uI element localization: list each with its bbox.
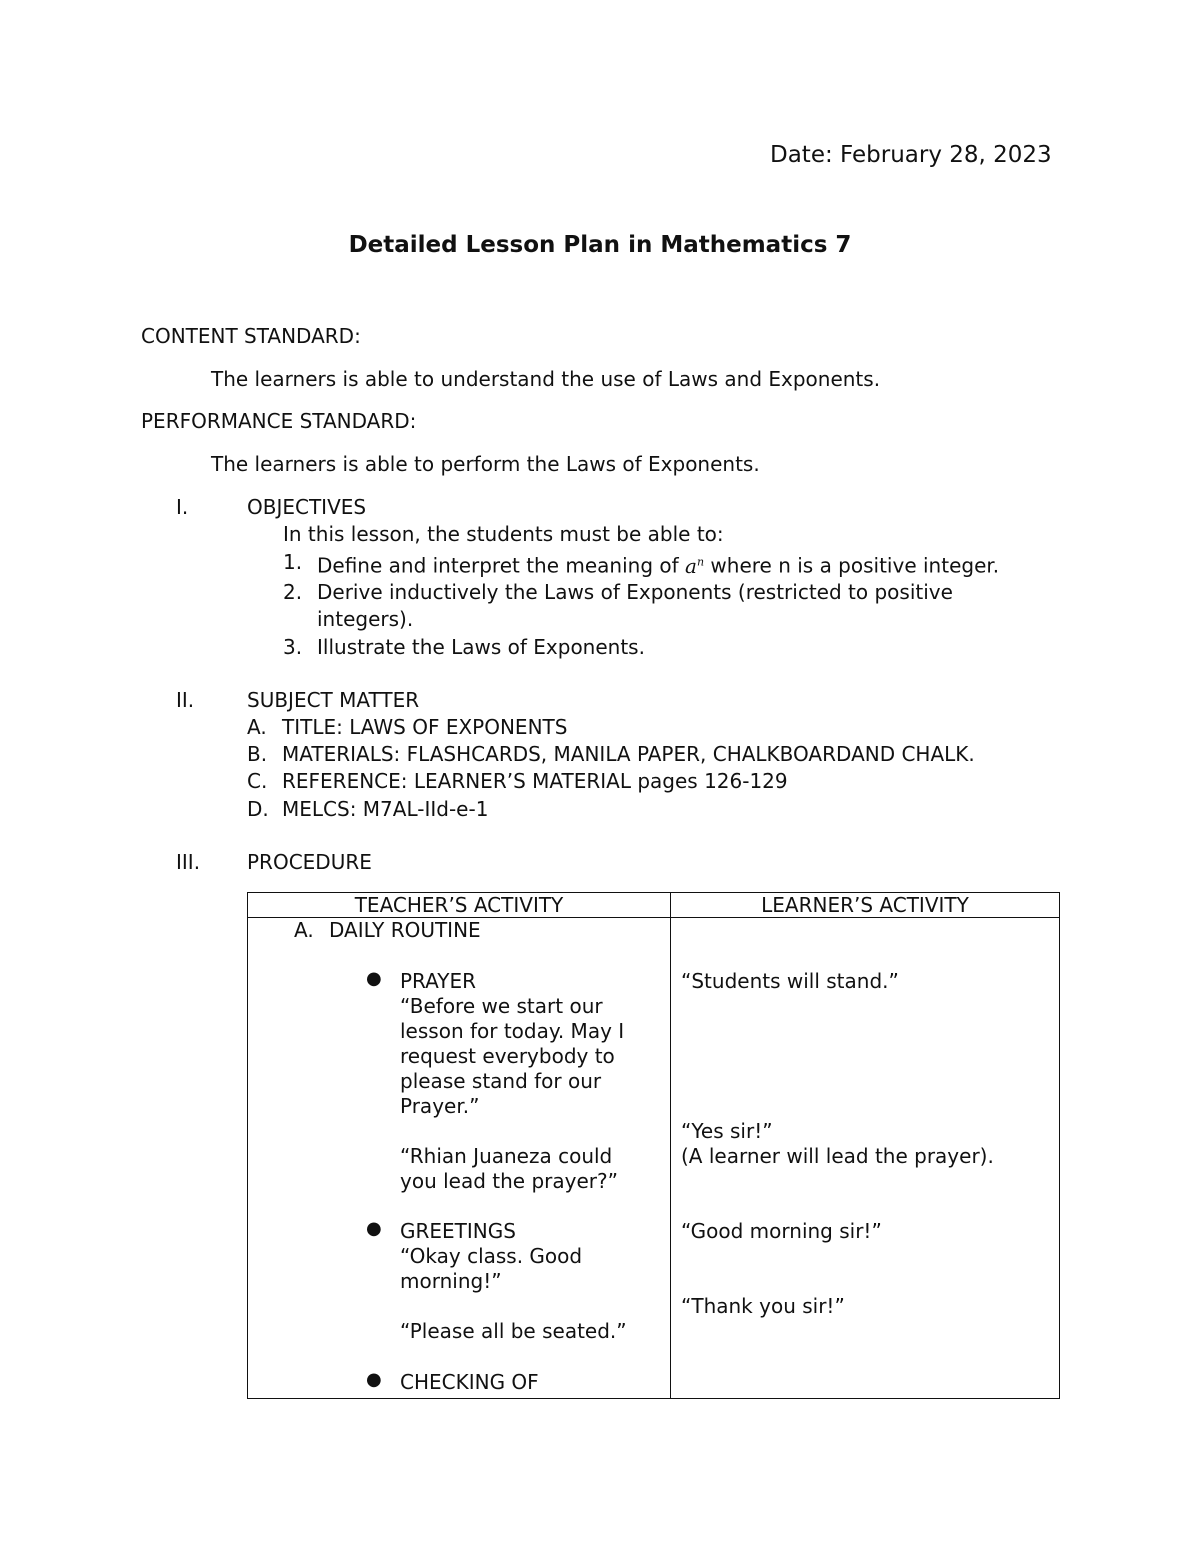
objective-text: Define and interpret the meaning of (317, 553, 686, 578)
objective-item-2-line2: integers). (317, 607, 414, 631)
objective-text: where n is a positive integer. (704, 553, 1000, 578)
prayer-lead-line: you lead the prayer?” (400, 1169, 618, 1193)
objective-item-3: Illustrate the Laws of Exponents. (317, 635, 645, 659)
content-standard-heading: CONTENT STANDARD: (141, 324, 361, 348)
performance-standard-text: The learners is able to perform the Laws of Exponents. (211, 452, 760, 476)
learner-yes: “Yes sir!” (681, 1119, 773, 1143)
learner-activity-cell (671, 918, 1060, 1399)
subject-item-materials: MATERIALS: FLASHCARDS, MANILA PAPER, CHALKBOARDAND CHALK. (282, 742, 975, 766)
performance-standard-heading: PERFORMANCE STANDARD: (141, 409, 417, 433)
prayer-line: please stand for our (400, 1069, 602, 1093)
objectives-numeral: I. (176, 495, 189, 519)
subject-letter: A. (247, 715, 267, 739)
seated-line: “Please all be seated.” (400, 1319, 627, 1343)
learner-lead: (A learner will lead the prayer). (681, 1144, 994, 1168)
teacher-activity-header: TEACHER’S ACTIVITY (248, 893, 671, 918)
document-title: Detailed Lesson Plan in Mathematics 7 (348, 232, 852, 258)
daily-routine-heading: DAILY ROUTINE (329, 918, 481, 942)
prayer-line: request everybody to (400, 1044, 615, 1068)
prayer-heading: PRAYER (400, 969, 477, 993)
greetings-line: “Okay class. Good (400, 1244, 583, 1268)
procedure-table (247, 892, 1060, 1399)
subject-item-reference: REFERENCE: LEARNER’S MATERIAL pages 126-129 (282, 769, 788, 793)
bullet-icon: ● (366, 968, 382, 989)
content-standard-text: The learners is able to understand the use of Laws and Exponents. (211, 367, 881, 391)
learner-thank-you: “Thank you sir!” (681, 1294, 845, 1318)
procedure-numeral: III. (176, 850, 201, 874)
subject-matter-numeral: II. (176, 688, 195, 712)
checking-heading: CHECKING OF (400, 1370, 539, 1394)
exponent-expression: $a^n$ (685, 553, 705, 578)
prayer-line: lesson for today. May I (400, 1019, 625, 1043)
bullet-icon: ● (366, 1369, 382, 1390)
document-date: Date: February 28, 2023 (770, 142, 1052, 168)
subject-letter: D. (247, 797, 269, 821)
procedure-heading: PROCEDURE (247, 850, 372, 874)
learner-stand: “Students will stand.” (681, 969, 899, 993)
subject-item-title: TITLE: LAWS OF EXPONENTS (282, 715, 568, 739)
bullet-icon: ● (366, 1218, 382, 1239)
subject-matter-heading: SUBJECT MATTER (247, 688, 420, 712)
subject-item-melcs: MELCS: M7AL-IId-e-1 (282, 797, 489, 821)
learner-good-morning: “Good morning sir!” (681, 1219, 882, 1243)
table-row (248, 918, 1060, 1399)
prayer-line: Prayer.” (400, 1094, 480, 1118)
objective-item-2-line1: Derive inductively the Laws of Exponents (restricted to positive (317, 580, 953, 604)
learner-activity-header: LEARNER’S ACTIVITY (671, 893, 1060, 918)
subject-letter: B. (247, 742, 268, 766)
greetings-line: morning!” (400, 1269, 502, 1293)
objective-number: 2. (283, 580, 303, 604)
table-header-row (248, 893, 1060, 918)
objectives-intro: In this lesson, the students must be able to: (283, 522, 724, 546)
section-letter: A. (294, 918, 314, 942)
subject-letter: C. (247, 769, 268, 793)
objective-item-1 (317, 549, 999, 579)
prayer-lead-line: “Rhian Juaneza could (400, 1144, 613, 1168)
objectives-heading: OBJECTIVES (247, 495, 367, 519)
objective-number: 1. (283, 550, 303, 574)
objective-number: 3. (283, 635, 303, 659)
teacher-activity-cell (248, 918, 671, 1399)
prayer-line: “Before we start our (400, 994, 603, 1018)
greetings-heading: GREETINGS (400, 1219, 516, 1243)
